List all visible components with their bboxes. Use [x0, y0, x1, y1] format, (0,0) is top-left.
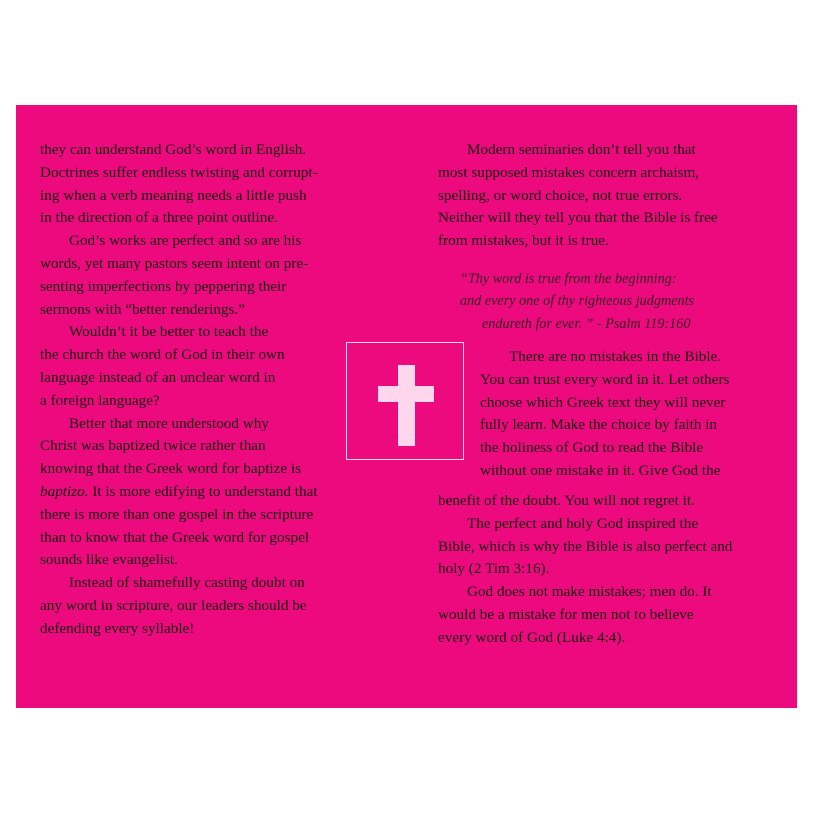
quote-line: and every one of thy righteous judgments: [460, 293, 695, 310]
right-column-top-line: spelling, or word choice, not true errors.: [438, 186, 683, 204]
right-column-wrap-line: without one mistake in it. Give God the: [480, 461, 721, 479]
right-column-wrap-line: fully learn. Make the choice by faith in: [480, 416, 718, 434]
quote-line: endureth for ever. ” - Psalm 119:160: [482, 315, 691, 332]
left-column-line: the church the word of God in their own: [40, 346, 285, 364]
cross-icon: [346, 342, 464, 460]
right-column-wrapped-text: [480, 346, 729, 483]
left-column-line: God’s works are perfect and so are his: [69, 232, 302, 250]
left-column-line: Better that more understood why: [69, 414, 269, 432]
left-column-line: Doctrines suffer endless twisting and corrupt-: [40, 163, 318, 181]
right-column-top-line: most supposed mistakes concern archaism,: [438, 163, 700, 181]
left-column-line: than to know that the Greek word for gospel: [40, 528, 310, 546]
right-column-wrap-line: You can trust every word in it. Let others: [480, 370, 730, 388]
right-column-top-line: Neither will they tell you that the Bible is free: [438, 209, 718, 227]
cross-horizontal-bar: [378, 386, 434, 402]
left-column-line: ing when a verb meaning needs a little push: [40, 186, 307, 204]
right-column-top-line: Modern seminaries don’t tell you that: [467, 141, 696, 158]
left-column-line: sounds like evangelist.: [40, 551, 178, 569]
right-column-bottom-line: God does not make mistakes; men do. It: [467, 583, 712, 601]
left-column-line: senting imperfections by peppering their: [40, 277, 287, 295]
right-column-top-line: from mistakes, but it is true.: [438, 232, 609, 250]
right-column-wrap-line: choose which Greek text they will never: [480, 393, 726, 411]
left-column-line: any word in scripture, our leaders should be: [40, 596, 307, 614]
right-column-top-text: [438, 139, 718, 253]
left-column-line: Wouldn’t it be better to teach the: [69, 323, 269, 341]
left-column-line: defending every syllable!: [40, 619, 195, 637]
right-column-wrap-line: There are no mistakes in the Bible.: [509, 348, 722, 365]
left-column-line: knowing that the Greek word for baptize is: [40, 460, 302, 478]
left-column-line: baptizo. It is more edifying to understand that: [40, 482, 318, 500]
left-column-line: there is more than one gospel in the scripture: [40, 505, 314, 523]
italic-word: baptizo.: [40, 482, 89, 500]
right-column-bottom-line: would be a mistake for men not to believe: [438, 605, 694, 623]
left-column-line: Instead of shamefully casting doubt on: [69, 574, 305, 592]
left-column-line: Christ was baptized twice rather than: [40, 437, 266, 455]
right-column-bottom-line: holy (2 Tim 3:16).: [438, 560, 550, 578]
right-column-bottom-line: benefit of the doubt. You will not regret it.: [438, 492, 695, 509]
left-column-text: [40, 139, 318, 641]
left-column-line: words, yet many pastors seem intent on pre-: [40, 254, 309, 272]
cross-vertical-bar: [398, 365, 415, 446]
right-column-bottom-line: Bible, which is why the Bible is also perfect and: [438, 537, 733, 555]
quote-line: “Thy word is true from the beginning:: [460, 271, 677, 287]
left-column-line: sermons with “better renderings.”: [40, 300, 245, 318]
right-column-bottom-line: The perfect and holy God inspired the: [467, 514, 699, 532]
left-column-line: in the direction of a three point outline.: [40, 209, 278, 227]
left-column-line: they can understand God’s word in English.: [40, 141, 307, 158]
left-column-line: a foreign language?: [40, 391, 160, 409]
scripture-quote: [460, 268, 694, 335]
right-column-bottom-text: [438, 490, 732, 650]
right-column-wrap-line: the holiness of God to read the Bible: [480, 439, 704, 457]
right-column-bottom-line: every word of God (Luke 4:4).: [438, 628, 626, 646]
left-column-line: language instead of an unclear word in: [40, 368, 276, 386]
